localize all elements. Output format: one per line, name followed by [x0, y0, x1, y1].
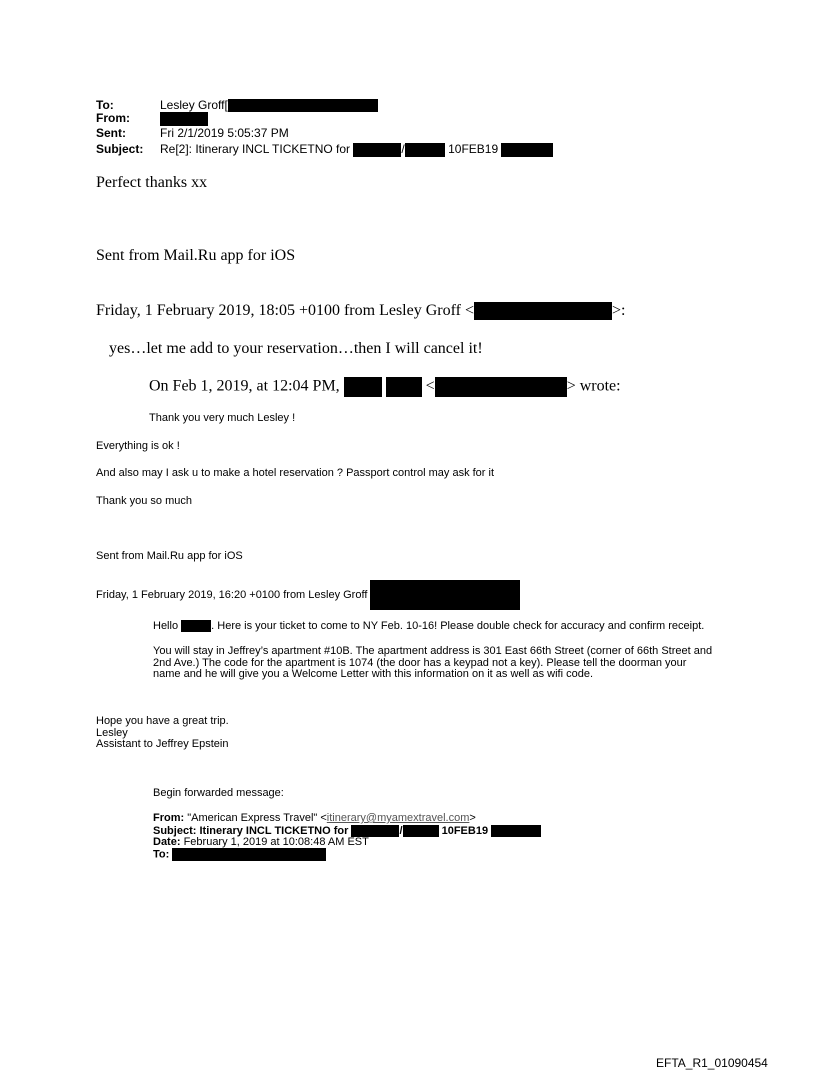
fwd-subject-value: Itinerary INCL TICKETNO for — [199, 824, 349, 837]
fwd-subject-slash: / — [399, 824, 403, 837]
sent-row — [96, 127, 289, 139]
quote2-line2: Everything is ok ! — [96, 440, 180, 452]
forwarded-header — [153, 813, 541, 861]
quote3-title: Assistant to Jeffrey Epstein — [96, 738, 229, 750]
reply-body: Perfect thanks xx — [96, 174, 208, 191]
redaction-box — [491, 825, 541, 837]
quote3-paragraph-2: You will stay in Jeffrey’s apartment #10B. The apartment address is 301 East 66th Street (corner of 66th Street and 2nd Ave.) The code for the apartment is 1074 (the door has a keypad not a key). Please tell the doorman your name and he will give you a Welcome Letter with this information on it as well as wifi code. — [153, 645, 713, 680]
to-label: To: — [96, 98, 114, 112]
quote3-paragraph-1 — [153, 620, 713, 632]
sent-label: Sent: — [96, 126, 126, 140]
fwd-subject-date: 10FEB19 — [441, 824, 489, 837]
quote2-line3: And also may I ask u to make a hotel reservation ? Passport control may ask for it — [96, 467, 495, 479]
subject-slash: / — [401, 142, 405, 157]
redaction-box — [160, 112, 208, 126]
fwd-from-label: From: — [153, 812, 185, 824]
quote2-line1: Thank you very much Lesley ! — [149, 412, 296, 424]
fwd-from-email-link[interactable]: itinerary@myamextravel.com — [326, 812, 470, 824]
fwd-from-value: "American Express Travel" < — [187, 812, 327, 824]
reply-signature: Sent from Mail.Ru app for iOS — [96, 247, 296, 264]
quote1-intro-prefix: Friday, 1 February 2019, 18:05 +0100 from Lesley Groff < — [96, 302, 474, 319]
redaction-box — [435, 377, 567, 397]
redaction-box — [172, 848, 326, 861]
to-value: Lesley Groff[ — [160, 98, 228, 112]
quote2-intro-suffix: > wrote: — [566, 377, 621, 395]
fwd-to-row — [153, 848, 541, 861]
redaction-box — [181, 620, 211, 632]
document-id: EFTA_R1_01090454 — [656, 1056, 768, 1070]
fwd-subject-label: Subject: — [153, 824, 197, 837]
redaction-box — [403, 825, 439, 837]
redaction-box — [344, 377, 382, 397]
quote2-intro-prefix: On Feb 1, 2019, at 12:04 PM, — [149, 377, 340, 395]
subject-prefix: Re[2]: Itinerary INCL TICKETNO for — [160, 142, 351, 157]
quote3-hello: Hello — [153, 619, 179, 632]
redaction-box — [351, 825, 399, 837]
redaction-box — [370, 580, 520, 610]
quote2-intro — [149, 377, 621, 397]
quote3-closing: Hope you have a great trip. — [96, 715, 229, 727]
quote2-intro-lt: < — [425, 377, 435, 395]
quote1-body: yes…let me add to your reservation…then I will cancel it! — [109, 340, 483, 357]
subject-label: Subject: — [96, 142, 144, 157]
from-label: From: — [96, 111, 130, 126]
quote2-signature: Sent from Mail.Ru app for iOS — [96, 550, 243, 562]
forwarded-begin: Begin forwarded message: — [153, 787, 284, 799]
redaction-box — [405, 143, 445, 157]
quote3-intro-text: Friday, 1 February 2019, 16:20 +0100 from Lesley Groff — [96, 589, 368, 601]
subject-date: 10FEB19 — [448, 142, 499, 157]
fwd-date-value: February 1, 2019 at 10:08:48 AM EST — [183, 835, 369, 848]
quote2-line4: Thank you so much — [96, 495, 192, 507]
fwd-to-label: To: — [153, 848, 170, 861]
fwd-from-row — [153, 813, 541, 825]
redaction-box — [353, 143, 401, 157]
quote3-intro — [96, 580, 520, 610]
subject-row — [96, 143, 553, 157]
quote1-intro — [96, 302, 625, 320]
to-row — [96, 99, 378, 112]
quote3-signoff — [96, 716, 229, 751]
quote3-name: Lesley — [96, 726, 128, 739]
quote3-p1-rest: . Here is your ticket to come to NY Feb. 10-16! Please double check for accuracy and confirm receipt. — [211, 619, 705, 632]
fwd-date-label: Date: — [153, 835, 181, 848]
redaction-box — [228, 99, 378, 112]
fwd-date-row — [153, 837, 541, 849]
redaction-box — [501, 143, 553, 157]
redaction-box — [386, 377, 422, 397]
from-row — [96, 112, 208, 126]
fwd-from-close: > — [469, 812, 476, 824]
sent-value: Fri 2/1/2019 5:05:37 PM — [160, 126, 289, 140]
quote1-intro-suffix: >: — [611, 302, 626, 319]
redaction-box — [474, 302, 612, 320]
